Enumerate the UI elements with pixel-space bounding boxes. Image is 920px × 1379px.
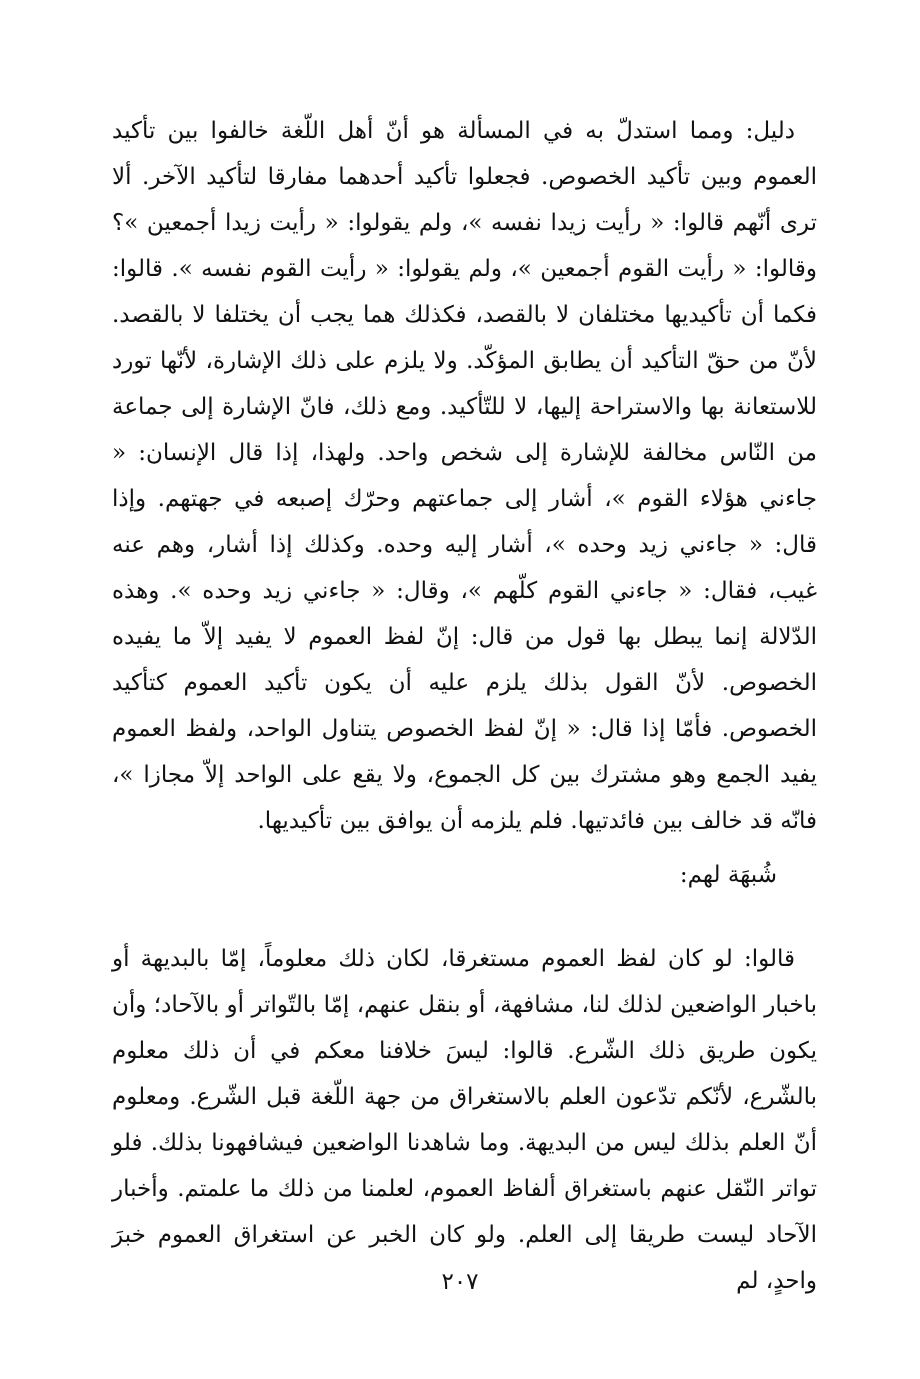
paragraph-objection-text: قالوا: لو كان لفظ العموم مستغرقا، لكان ذلك معلوماً، إمّا بالبديهة أو باخبار الواضعين لذلك لنا، مشافهة، أو بنقل عنهم، إمّا بالتّواتر أو بالآحاد؛ وأن يكون طريق ذلك الشّرع. قالوا: ليسَ خلافنا معكم في أن ذلك معلوم بالشّرع، لأنّكم تدّعون العلم بالاستغراق من جهة اللّغة قبل الشّرع. ومعلوم أنّ العلم بذلك ليس من البديهة. وما شاهدنا الواضعين فيشافهونا بذلك. فلو تواتر النّقل عنهم باستغراق ألفاظ العموم، لعلمنا من ذلك ما علمتم. وأخبار الآحاد ليست طريقا إلى العلم. ولو كان الخبر عن استغراق العموم خبرَ واحدٍ، لم (112, 946, 817, 1294)
page-number: ٢٠٧ (441, 1269, 479, 1295)
paragraph-objection (112, 936, 817, 1304)
paragraph-argument-text: دليل: ومما استدلّ به في المسألة هو أنّ أهل اللّغة خالفوا بين تأكيد العموم وبين تأكيد الخصوص. فجعلوا تأكيد أحدهما مفارقا لتأكيد الآخر. ألا ترى أنّهم قالوا: « رأيت زيدا نفسه »، ولم يقولوا: « رأيت زيدا أجمعين »؟ وقالوا: « رأيت القوم أجمعين »، ولم يقولوا: « رأيت القوم نفسه ». قالوا: فكما أن تأكيديها مختلفان لا بالقصد، فكذلك هما يجب أن يختلفا لا بالقصد. لأنّ من حقّ التأكيد أن يطابق المؤكّد. ولا يلزم على ذلك الإشارة، لأنّها تورد للاستعانة بها والاستراحة إليها، لا للتّأكيد. ومع ذلك، فانّ الإشارة إلى جماعة من النّاس مخالفة للإشارة إلى شخص واحد. ولهذا، إذا قال الإنسان: « جاءني هؤلاء القوم »، أشار إلى جماعتهم وحرّك إصبعه في جهتهم. وإذا قال: « جاءني زيد وحده »، أشار إليه وحده. وكذلك إذا أشار، وهم عنه غيب، فقال: « جاءني القوم كلّهم »، وقال: « جاءني زيد وحده ». وهذه الدّلالة إنما يبطل بها قول من قال: إنّ لفظ العموم لا يفيد إلاّ ما يفيده الخصوص. لأنّ القول بذلك يلزم عليه أن يكون تأكيد العموم كتأكيد الخصوص. فأمّا إذا قال: « إنّ لفظ الخصوص يتناول الواحد، ولفظ العموم يفيد الجمع وهو مشترك بين كل الجموع، ولا يقع على الواحد إلاّ مجازا »، فانّه قد خالف بين فائدتيها. فلم يلزمه أن يوافق بين تأكيديها. (112, 118, 818, 834)
section-heading: شُبهَة لهم: (679, 862, 777, 888)
paragraph-argument (112, 108, 817, 844)
